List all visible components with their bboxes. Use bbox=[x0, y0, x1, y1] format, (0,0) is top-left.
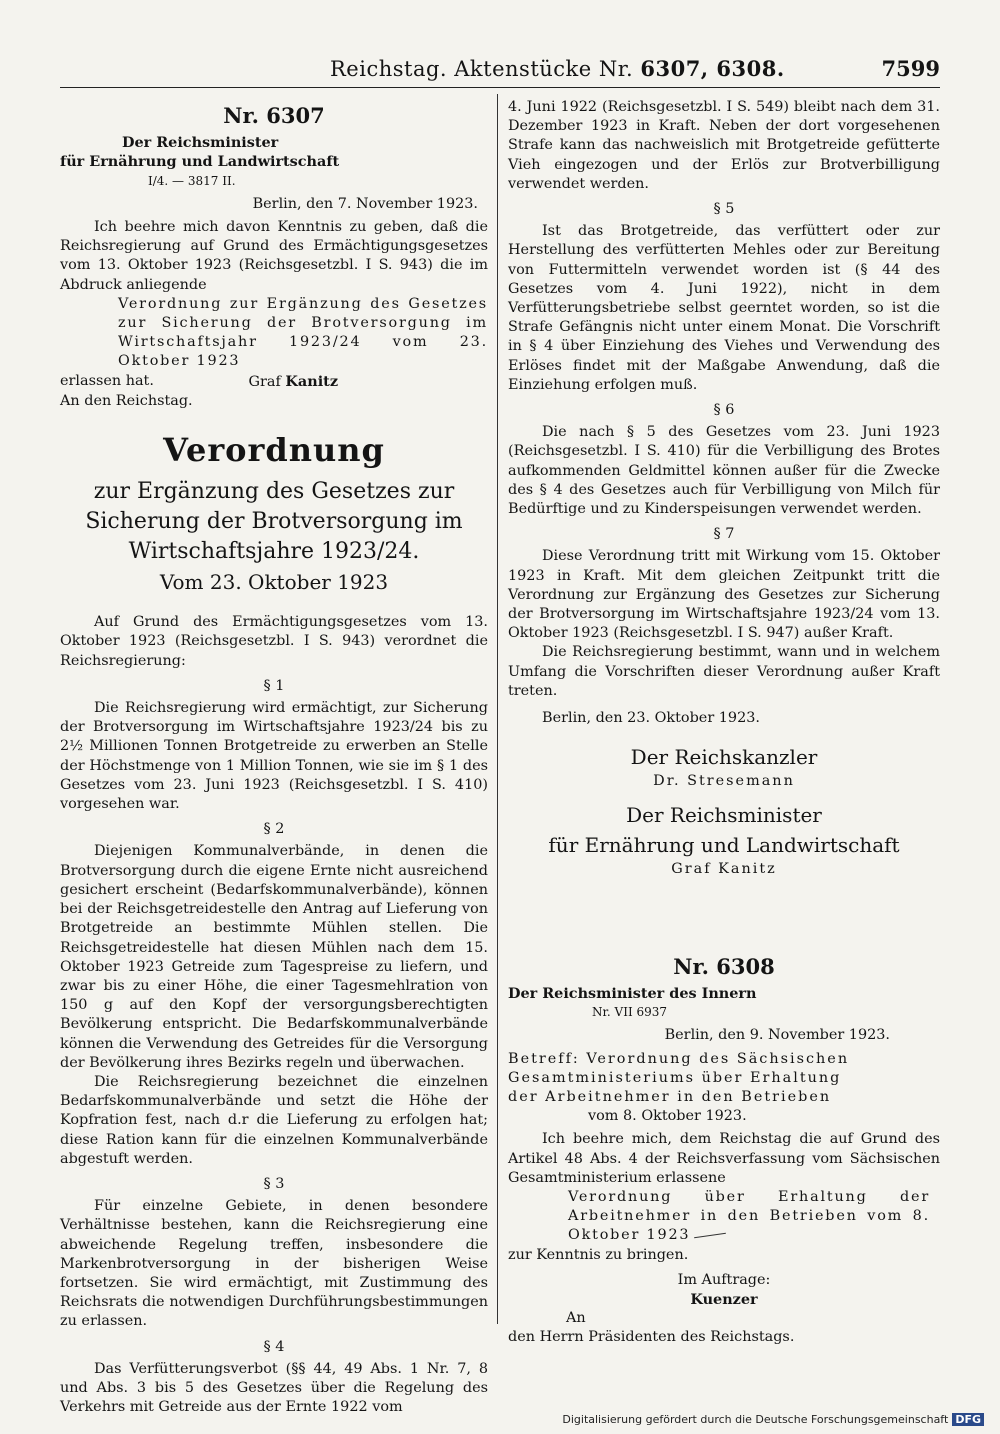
body-text: Ich beehre mich, dem Reichstag die auf Grund des Artikel 48 Abs. 4 der Reichsverfassung vom Sächsischen Gesamtministerium erlassene bbox=[508, 1131, 940, 1186]
section-4-continued: 4. Juni 1922 (Reichsgesetzbl. I S. 549) bleibt nach dem 31. Dezember 1923 in Kraft. Neben der dort vorgesehenen Strafe kann das nachweislich mit Brotgetreide gefütterte Vieh eingezogen und der Erlös zur Brotverbilligung verwendet werden. bbox=[508, 99, 940, 192]
section-7-heading: § 7 bbox=[713, 526, 735, 543]
running-header bbox=[60, 56, 940, 84]
margin-mark bbox=[694, 1233, 726, 1238]
intro-text: Ich beehre mich davon Kenntnis zu geben, daß die Reichsregierung auf Grund des Ermächtigungsgesetzes vom 13. Oktober 1923 (Reichsgesetzbl. I S. 943) die im Abdruck anliegende bbox=[60, 219, 488, 293]
reference-number-2: Nr. VII 6937 bbox=[592, 1005, 668, 1020]
document-number-6307: Nr. 6307 bbox=[223, 103, 325, 128]
chancellor-title: Der Reichskanzler bbox=[630, 745, 818, 770]
column-divider bbox=[497, 94, 498, 1324]
document-number-6308: Nr. 6308 bbox=[673, 953, 775, 979]
right-column bbox=[508, 98, 940, 1348]
an-label: An bbox=[566, 1310, 586, 1327]
sender-interior: Der Reichsminister des Innern bbox=[508, 984, 757, 1002]
section-3-text: Für einzelne Gebiete, in denen besondere Verhältnisse bestehen, kann die Reichsregierung eine abweichende Regelung treffen, insbesondere die Markenbrotversorgung in der bisherigen Weise fortsetzen. Sie wird ermächtigt, mit Zustimmung des Reichsrats die notwendigen Durchführungsbestimmungen zu erlassen. bbox=[60, 1198, 488, 1330]
ordinance-subtitle: zur Ergänzung des Gesetzes zur Sicherung der Brotversorgung im Wirtschaftsjahre 1923/24. bbox=[85, 479, 463, 565]
betreff-line-2: Gesamtministeriums über Erhaltung bbox=[508, 1069, 842, 1086]
addressee-2: den Herrn Präsidenten des Reichstags. bbox=[508, 1329, 795, 1346]
section-4-heading: § 4 bbox=[263, 1338, 285, 1355]
page-number: 7599 bbox=[881, 56, 940, 81]
section-5-heading: § 5 bbox=[713, 201, 735, 218]
section-7-text-2: Die Reichsregierung bestimmt, wann und in welchem Umfang die Vorschriften dieser Verordnung außer Kraft treten. bbox=[508, 644, 940, 699]
section-5-text: Ist das Brotgetreide, das verfüttert oder zur Herstellung des verfütterten Mehles oder zur Bereitung von Futtermitteln verwendet worden ist (§ 44 des Gesetzes vom 4. Juni 1922), nicht in dem Verfütterungsbetriebe selbst geerntet worden, so ist die Strafe Gefängnis nicht unter einem Monat. Die Vorschrift in § 4 über Einziehung des Viehes und Verwendung des Erlöses findet mit der Maßgabe Anwendung, daß die Einziehung erfolgen muß. bbox=[508, 223, 940, 393]
footer-text: Digitalisierung gefördert durch die Deutsche Forschungsgemeinschaft bbox=[562, 1413, 949, 1426]
reference-number: I/4. — 3817 II. bbox=[148, 173, 236, 188]
footer-credit bbox=[562, 1413, 984, 1426]
section-6-text: Die nach § 5 des Gesetzes vom 23. Juni 1923 (Reichsgesetzbl. I S. 410) für die Verbilligung des Brotes aufkommenden Geldmittel können außer für die Zwecke des § 4 des Gesetzes auch für Verbilligung von Milch für Bedürftige und zu Kinderspeisungen verwendet werden. bbox=[508, 424, 940, 518]
dfg-logo: DFG bbox=[952, 1413, 984, 1426]
minister-title-2: für Ernährung und Landwirtschaft bbox=[548, 832, 900, 857]
section-6-heading: § 6 bbox=[713, 402, 735, 419]
betreff-line-4: vom 8. Oktober 1923. bbox=[588, 1108, 747, 1125]
quoted-title-2 bbox=[568, 1188, 930, 1246]
section-1-text: Die Reichsregierung wird ermächtigt, zur Sicherung der Brotversorgung im Wirtschaftsjahre 1923/24 bis zu 2½ Millionen Tonnen Brotgetreide zu erwerben an Stelle der Höchstmenge von 1 Million Tonnen, wie sie im § 1 des Gesetzes vom 23. Juni 1923 (Reichsgesetzbl. I S. 410) vorgesehen war. bbox=[60, 700, 488, 813]
auftrage-label: Im Auftrage: bbox=[677, 1271, 771, 1288]
signer-prefix: Graf bbox=[248, 373, 281, 390]
addressee: An den Reichstag. bbox=[60, 393, 193, 410]
section-2-text-2: Die Reichsregierung bezeichnet die einzelnen Bedarfskommunalverbände und setzt die Höhe der Kopfration fest, nach d.r die Lieferung zu erfolgen hat; diese Ration kann für die einzelnen Kommunalverbände abgestuft werden. bbox=[60, 1073, 488, 1167]
left-column bbox=[60, 98, 488, 1417]
section-7-text-1: Diese Verordnung tritt mit Wirkung vom 15. Oktober 1923 in Kraft. Mit dem gleichen Zeitpunkt tritt die Verordnung zur Ergänzung des Gesetzes zur Sicherung der Brotversorgung im Wirtschaftsjahre 1923/24 vom 13. Oktober 1923 (Reichsgesetzbl. I S. 947) außer Kraft. bbox=[508, 548, 940, 642]
running-title-text: Reichstag. Aktenstücke Nr. bbox=[330, 57, 634, 81]
minister-name: Graf Kanitz bbox=[671, 860, 777, 877]
dateline-2: Berlin, den 23. Oktober 1923. bbox=[542, 710, 760, 727]
section-2-text-1: Diejenigen Kommunalverbände, in denen die Brotversorgung durch die eigene Ernte nicht ausreichend gesichert erscheint (Bedarfskommunalverbände), können bei der Reichsgetreidestelle den Antrag auf Lieferung von Brotgetreide an bestimmte Mühlen stellen. Die Reichsgetreidestelle hat diesen Mühlen nach dem 15. Oktober 1923 Getreide zum Tagespreise zu liefern, und zwar bis zu einer Höhe, die einer Tagesmehlration von 150 g auf den Kopf der versorgungsberechtigten Bevölkerung entspricht. Die Bedarfskommunalverbände können die Verwendung des Getreides für die Versorgung der Bevölkerung ihres Bezirks regeln und überwachen. bbox=[60, 843, 488, 1071]
section-3-heading: § 3 bbox=[263, 1175, 285, 1192]
section-1-heading: § 1 bbox=[263, 677, 285, 694]
document-numbers: 6307, 6308. bbox=[640, 56, 785, 81]
running-title bbox=[330, 56, 785, 81]
signer-kuenzer: Kuenzer bbox=[690, 1290, 758, 1308]
preamble: Auf Grund des Ermächtigungsgesetzes vom 13. Oktober 1923 (Reichsgesetzbl. I S. 943) verordnet die Reichsregierung: bbox=[60, 614, 488, 669]
dateline: Berlin, den 7. November 1923. bbox=[252, 195, 478, 212]
signer-name: Kanitz bbox=[285, 372, 338, 390]
dateline-3: Berlin, den 9. November 1923. bbox=[664, 1027, 890, 1044]
quoted-title: Verordnung zur Ergänzung des Gesetzes zur Sicherung der Brotversorgung im Wirtschaftsjahr 1923/24 vom 23. Oktober 1923 bbox=[118, 295, 488, 370]
header-rule bbox=[60, 87, 940, 88]
kenntnis-text: zur Kenntnis zu bringen. bbox=[508, 1246, 689, 1263]
minister-title-1: Der Reichsminister bbox=[626, 802, 822, 827]
ordinance-title: Verordnung bbox=[163, 431, 385, 470]
section-2-heading: § 2 bbox=[263, 821, 285, 838]
betreff-line-3: der Arbeitnehmer in den Betrieben bbox=[508, 1088, 832, 1105]
sender-line-1: Der Reichsminister bbox=[122, 134, 279, 152]
quoted-title-2-text: Verordnung über Erhaltung der Arbeitnehmer in den Betrieben vom 8. Oktober 1923 bbox=[568, 1188, 930, 1244]
betreff-line-1: Betreff: Verordnung des Sächsischen bbox=[508, 1050, 850, 1067]
chancellor-name: Dr. Stresemann bbox=[653, 773, 795, 790]
erlassen-text: erlassen hat. bbox=[60, 372, 154, 389]
ordinance-date: Vom 23. Oktober 1923 bbox=[159, 570, 389, 595]
sender-line-2: für Ernährung und Landwirtschaft bbox=[60, 153, 340, 171]
section-4-text: Das Verfütterungsverbot (§§ 44, 49 Abs. 1 Nr. 7, 8 und Abs. 3 bis 5 des Gesetzes über die Regelung des Verkehrs mit Getreide aus der Ernte 1922 vom bbox=[60, 1360, 488, 1416]
